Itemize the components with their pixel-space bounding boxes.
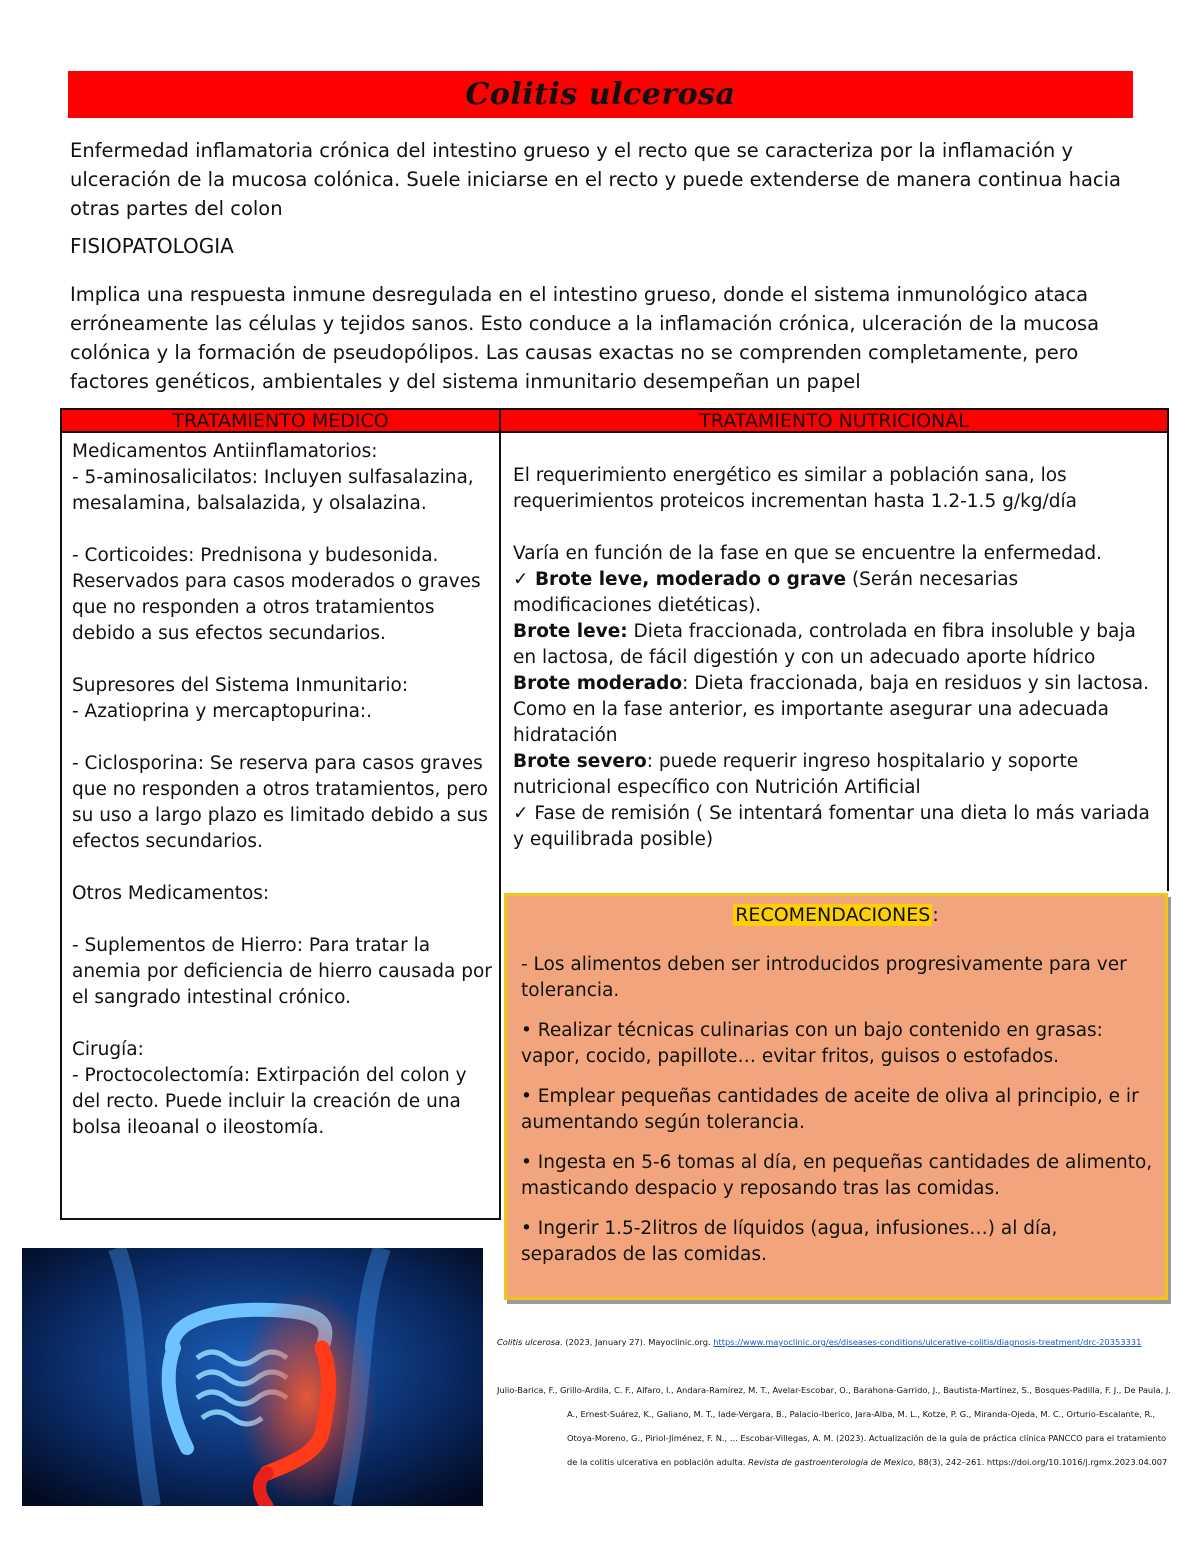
nutricional-cell [499,431,1169,891]
reference-2: Julio-Barica, F., Grillo-Ardila, C. F., Alfaro, I., Andara-Ramírez, M. T., Avelar-Escobar, O., Barahona-Garrido, J., Bautista-Martínez, S., Bosques-Padilla, F. J., De Paula, J. A., Ernest-Suárez, K., Galiano, M. T., Iade-Vergara, B., Palacio-Iberico, Jara-Alba, M. L., Kotze, P. G., Miranda-Ojeda, M. C., Orturio-Escalante, R., Otoya-Moreno, G., Piriol-Jiménez, F. N., ... Escobar-Villegas, A. M. (2023). Actualización de la guía de práctica clínica PANCCO para el tratamiento de la colitis ulcerativa en población adulta. Revista de gastroenterologia de Mexico, 88(3), 242–261. https://doi.org/10.1016/j.rgmx.2023.04.007 [497,1385,1171,1467]
brote-moderado-item: Brote moderado: Dieta fraccionada, baja en residuos y sin lactosa. Como en la fase anterior, es importante asegurar una adecuada hidratación [513,673,1149,746]
recomendaciones-box [504,893,1168,1300]
recomendacion-item: - Los alimentos deben ser introducidos progresivamente para ver tolerancia. [521,954,1127,1001]
medico-cell [60,431,501,1220]
check-remision-item: ✓ Fase de remisión ( Se intentará fomentar una dieta lo más variada y equilibrada posible) [513,803,1150,850]
recomendaciones-list [521,952,1156,1282]
otros-title: Otros Medicamentos: [72,883,270,904]
requerimiento-text: El requerimiento energético es similar a población sana, los requerimientos proteicos incrementan hasta 1.2-1.5 g/kg/día [513,465,1077,512]
recomendacion-item: • Emplear pequeñas cantidades de aceite de oliva al principio, e ir aumentando según tolerancia. [521,1086,1139,1133]
reference-1: Colitis ulcerosa. (2023, January 27). Mayoclinic.org. https://www.mayoclinic.org/es/diseases-conditions/ulcerative-colitis/diagnosis-treatment/drc-20353331 [497,1337,1142,1347]
references [497,1330,1172,1474]
brote-leve-item: Brote leve: Dieta fraccionada, controlada en fibra insoluble y baja en lactosa, de fácil digestión y con un adecuado aporte hídrico [513,621,1136,668]
colon-illustration [22,1248,483,1506]
recomendacion-item: • Ingesta en 5-6 tomas al día, en pequeñas cantidades de alimento, masticando despacio y reposando tras las comidas. [521,1152,1153,1199]
fisiopatologia-heading: FISIOPATOLOGIA [70,234,234,258]
title-banner [68,71,1133,118]
cirugia-item: - Proctocolectomía: Extirpación del colon y del recto. Puede incluir la creación de una bolsa ileoanal o ileostomía. [72,1065,467,1138]
supresores-item: - Azatioprina y mercaptopurina:. [72,701,373,722]
antiinflamatorios-item: - 5-aminosalicilatos: Incluyen sulfasalazina, mesalamina, balsalazida, y olsalazina. [72,467,474,514]
recomendacion-item: • Realizar técnicas culinarias con un bajo contenido en grasas: vapor, cocido, papillote… evitar fritos, guisos o estofados. [521,1020,1103,1067]
supresores-title: Supresores del Sistema Inmunitario: [72,675,409,696]
intro-paragraph: Enfermedad inflamatoria crónica del intestino grueso y el recto que se caracteriza por la inflamación y ulceración de la mucosa colónica. Suele iniciarse en el recto y puede extenderse de manera continua hacia otras partes del colon [70,139,1122,220]
check-brote-item: ✓ Brote leve, moderado o grave (Serán necesarias modificaciones dietéticas). [513,569,1019,616]
medico-content [72,439,497,1141]
otros-item: - Suplementos de Hierro: Para tratar la anemia por deficiencia de hierro causada por el sangrado intestinal crónico. [72,935,492,1008]
reference-1-link[interactable]: https://www.mayoclinic.org/es/diseases-conditions/ulcerative-colitis/diagnosis-treatment/drc-20353331 [713,1337,1142,1347]
medico-header: TRATAMIENTO MEDICO [60,408,501,433]
recomendaciones-title: RECOMENDACIONES : [735,904,939,926]
cirugia-title: Cirugía: [72,1039,144,1060]
fase-text: Varía en función de la fase en que se encuentre la enfermedad. [513,543,1103,564]
page-title: Colitis ulcerosa [465,77,736,112]
antiinflamatorios-title: Medicamentos Antiinflamatorios: [72,441,378,462]
nutricional-header: TRATAMIENTO NUTRICIONAL [499,408,1169,433]
antiinflamatorios-item: - Corticoides: Prednisona y budesonida. Reservados para casos moderados o graves que no responden a otros tratamientos debido a sus efectos secundarios. [72,545,481,644]
recomendacion-item: • Ingerir 1.5-2litros de líquidos (agua, infusiones…) al día, separados de las comidas. [521,1218,1058,1265]
supresores-item: - Ciclosporina: Se reserva para casos graves que no responden a otros tratamientos, pero su uso a largo plazo es limitado debido a sus efectos secundarios. [72,753,488,852]
fisiopatologia-paragraph: Implica una respuesta inmune desregulada en el intestino grueso, donde el sistema inmunológico ataca erróneamente las células y tejidos sanos. Esto conduce a la inflamación crónica, ulceración de la mucosa colónica y la formación de pseudopólipos. Las causas exactas no se comprenden completamente, pero factores genéticos, ambientales y del sistema inmunitario desempeñan un papel [70,283,1100,393]
brote-severo-item: Brote severo: puede requerir ingreso hospitalario y soporte nutricional específico con Nutrición Artificial [513,751,1079,798]
nutricional-content [513,463,1161,853]
